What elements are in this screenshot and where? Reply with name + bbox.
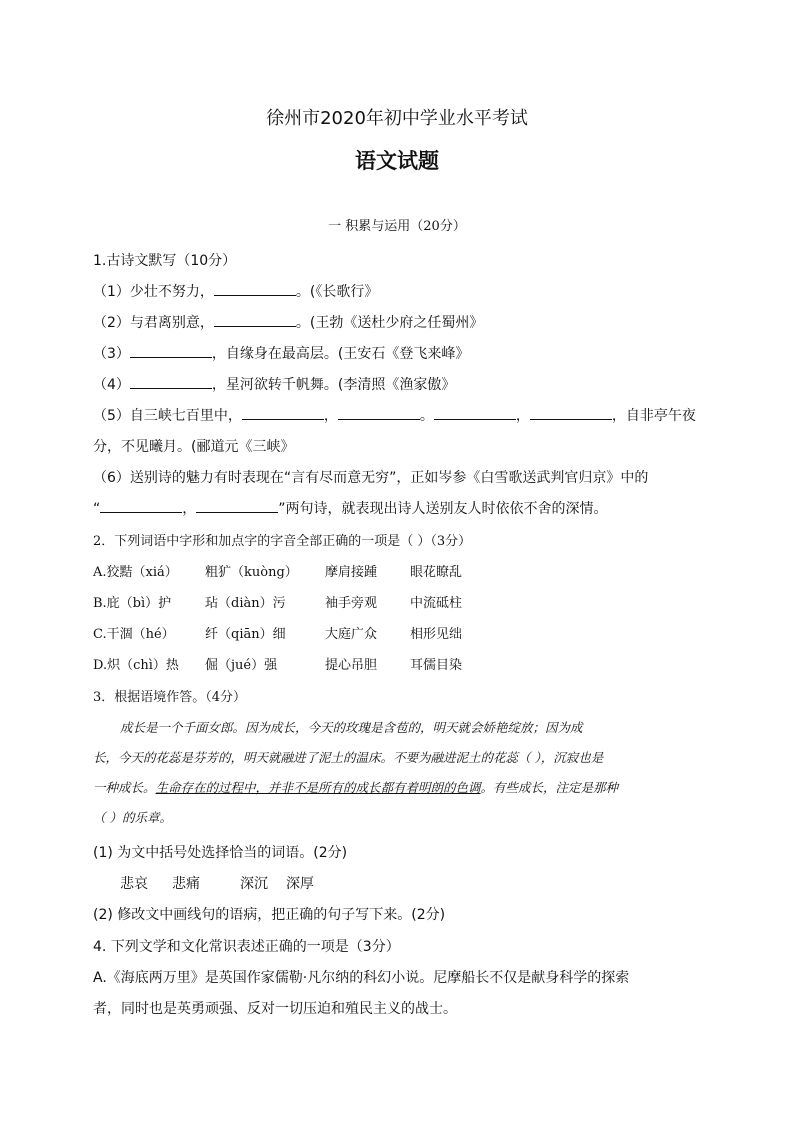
question-2-stem: 2．下列词语中字形和加点字的字音全部正确的一项是（ ）（3分） (93, 534, 472, 549)
subject-title: 语文试题 (355, 148, 439, 173)
q2-option-a[interactable] (93, 561, 462, 580)
q1-item-3-pre: （3） (93, 346, 130, 362)
answer-blank[interactable] (434, 405, 516, 420)
q1-item-1-pre: （1）少壮不努力， (93, 284, 214, 300)
q3-word-choices (120, 873, 314, 893)
option-word: 眼花瞭乱 (410, 565, 463, 580)
quote-comma: ， (182, 501, 197, 517)
word-choice[interactable]: 深厚 (286, 876, 314, 892)
option-label: B.庇（bì）护 (93, 596, 172, 611)
option-word: 大庭广众 (325, 627, 378, 642)
option-word: 中流砥柱 (410, 596, 463, 611)
q1-item-5-post: ，自非亭午夜 (611, 408, 696, 424)
answer-blank[interactable] (338, 405, 420, 420)
option-word: 相形见绌 (410, 627, 463, 642)
q1-item-6-line2 (93, 498, 608, 518)
q3-sub-2: (2) 修改文中画线句的语病，把正确的句子写下来。(2分) (93, 907, 446, 923)
option-word: 纤（qiān）细 (205, 627, 286, 642)
q1-item-5-sep: ， (515, 408, 530, 424)
q1-item-1 (93, 281, 378, 301)
passage-line-4: （ ）的乐章。 (93, 810, 172, 825)
question-1-stem: 1.古诗文默写（10分） (93, 253, 237, 269)
answer-blank[interactable] (130, 374, 212, 389)
option-label: D.炽（chì）热 (93, 658, 179, 673)
q2-option-c[interactable] (93, 623, 462, 642)
section-heading: 一 积累与运用（20分） (328, 219, 466, 234)
answer-blank[interactable] (214, 312, 296, 327)
q3-sub-1: (1) 为文中括号处选择恰当的词语。(2分) (93, 845, 348, 861)
quote-open: “ (93, 501, 101, 517)
q1-item-3 (93, 343, 469, 363)
q1-item-4 (93, 374, 455, 394)
question-3-stem: 3．根据语境作答。（4分） (93, 690, 247, 705)
option-word: 耳儒目染 (410, 658, 463, 673)
underlined-sentence: 生命存在的过程中，并非不是所有的成长都有着明朗的色调 (155, 780, 481, 795)
q2-option-d[interactable] (93, 654, 462, 673)
answer-blank[interactable] (130, 343, 212, 358)
q4-option-a-line1[interactable]: A.《海底两万里》是英国作家儒勒·凡尔纳的科幻小说。尼摩船长不仅是献身科学的探索 (93, 970, 630, 986)
answer-blank[interactable] (530, 405, 612, 420)
option-word: 粗犷（kuòng） (205, 565, 298, 580)
word-choice[interactable]: 悲痛 (172, 876, 200, 892)
q1-item-6-post: ”两句诗，就表现出诗人送别友人时依依不舍的深情。 (278, 501, 608, 517)
q1-item-3-post: ，自缘身在最高层。(王安石《登飞来峰》 (211, 346, 470, 362)
q1-item-5-sep: 。 (419, 408, 434, 424)
q1-item-5-line2: 分，不见曦月。(郦道元《三峡》 (93, 439, 295, 455)
passage-text: 一种成长。 (93, 780, 156, 795)
option-label: A.狡黠（xiá） (93, 565, 178, 580)
q1-item-2 (93, 312, 483, 332)
q1-item-6-line1: （6）送别诗的魅力有时表现在“言有尽而意无穷”，正如岑参《白雪歌送武判官归京》中的 (93, 470, 649, 486)
q1-item-1-post: 。(《长歌行》 (295, 284, 379, 300)
passage-line-3 (93, 778, 618, 796)
option-word: 袖手旁观 (325, 596, 378, 611)
exam-title: 徐州市2020年初中学业水平考试 (266, 108, 528, 129)
passage-line-2: 长，今天的花蕊是芬芳的，明天就融进了泥土的温床。不要为融进泥土的花蕊（ ），沉寂也是 (93, 750, 604, 765)
passage-line-1: 成长是一个千面女郎。因为成长，今天的玫瑰是含苞的，明天就会娇艳绽放；因为成 (120, 720, 583, 735)
option-word: 倔（jué）强 (205, 658, 278, 673)
q4-option-a-line2: 者，同时也是英勇顽强、反对一切压迫和殖民主义的战士。 (93, 1001, 457, 1017)
answer-blank[interactable] (196, 498, 278, 513)
q1-item-5-sep: ， (323, 408, 338, 424)
q1-item-2-pre: （2）与君离别意， (93, 315, 214, 331)
q1-item-4-pre: （4） (93, 377, 130, 393)
q1-item-4-post: ，星河欲转千帆舞。(李清照《渔家傲》 (211, 377, 456, 393)
answer-blank[interactable] (100, 498, 182, 513)
answer-blank[interactable] (214, 281, 296, 296)
answer-blank[interactable] (242, 405, 324, 420)
option-word: 提心吊胆 (325, 658, 378, 673)
option-label: C.干涸（hé） (93, 627, 175, 642)
q1-item-5 (93, 405, 696, 425)
passage-text: 。有些成长，注定是那种 (480, 780, 619, 795)
word-choice[interactable]: 悲哀 (120, 876, 148, 892)
word-choice[interactable]: 深沉 (240, 876, 268, 892)
option-word: 玷（diàn）污 (205, 596, 286, 611)
question-4-stem: 4. 下列文学和文化常识表述正确的一项是（3分） (93, 939, 400, 955)
option-word: 摩肩接踵 (325, 565, 378, 580)
q1-item-5-pre: （5）自三峡七百里中， (93, 408, 242, 424)
q1-item-2-post: 。(王勃《送杜少府之任蜀州》 (295, 315, 484, 331)
q2-option-b[interactable] (93, 592, 462, 611)
